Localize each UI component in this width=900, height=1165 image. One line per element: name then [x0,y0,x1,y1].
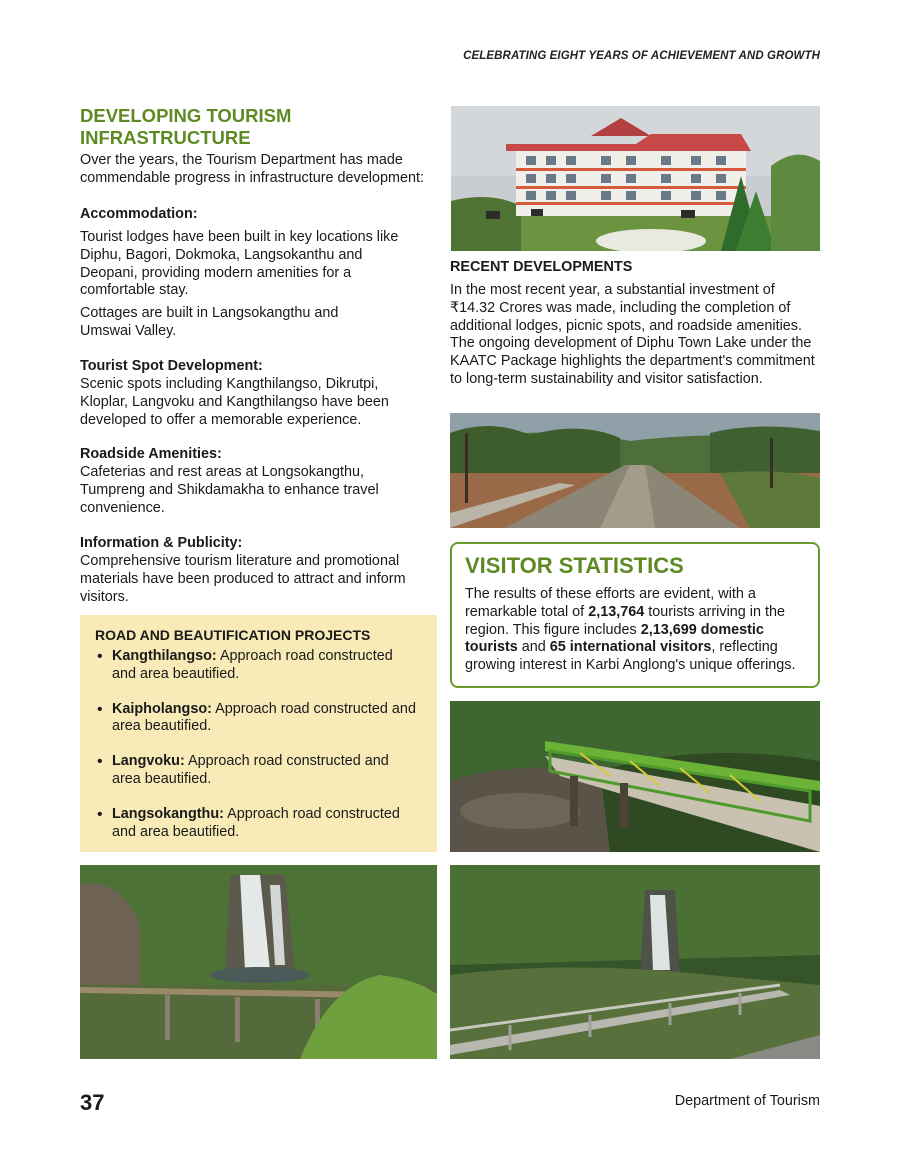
project-name: Kangthilangso: [112,648,217,664]
stats-text-part: and [517,639,550,656]
total-tourists-value: 2,13,764 [588,603,645,620]
stats-text-part: tourists arriving in the region. This figure includes [465,603,785,638]
project-name: Langsokangthu: [112,805,224,822]
list-item [95,701,420,737]
header-tagline: CELEBRATING EIGHT YEARS OF ACHIEVEMENT AND GROWTH [463,50,820,62]
stats-text-part: The results of these efforts are evident, with a remarkable total of [465,586,756,620]
road-projects-list [95,648,420,858]
project-desc: Approach road constructed and area beautified. [112,805,400,840]
project-name: Kaipholangso: [112,700,212,717]
info-text: Comprehensive tourism literature and promotional materials have been produced to attract and inform visitors. [80,553,406,605]
list-item [95,753,420,789]
road-projects-title: ROAD AND BEAUTIFICATION PROJECTS [95,627,371,643]
roadside-text: Cafeterias and rest areas at Longsokangthu, Tumpreng and Shikdamakha to enhance travel convenience. [80,464,379,516]
project-name: Langvoku: [112,753,185,770]
international-visitors-value: 65 international visitors [549,639,712,656]
info-heading: Information & Publicity: [80,535,243,551]
bridge-photo [450,701,820,852]
visitor-statistics-box [450,542,820,688]
list-item [95,648,420,684]
stats-text-part: , reflecting growing interest in Karbi Anglong's unique offerings. [465,639,796,674]
project-desc: Approach road constructed and area beautified. [112,648,393,682]
tourist-lodge-photo [451,106,820,251]
waterfall-photo-left [80,865,437,1059]
accommodation-heading: Accommodation: [80,206,198,222]
road-projects-box [80,615,437,852]
waterfall-photo-right [450,865,820,1059]
roadside-heading: Roadside Amenities: [80,446,222,462]
intro-text: Over the years, the Tourism Department has made commendable progress in infrastructure development: [80,152,424,186]
road-photo [450,413,820,528]
project-desc: Approach road constructed and area beautified. [112,700,416,735]
tourist-spot-text: Scenic spots including Kangthilangso, Dikrutpi, Kloplar, Langvoku and Kangthilangso have been developed to offer a memorable experience. [80,376,389,428]
accommodation-text-2: Cottages are built in Langsokangthu and Umswai Valley. [80,305,339,339]
footer-department: Department of Tourism [674,1093,820,1109]
section-title: DEVELOPING TOURISM INFRASTRUCTURE [80,105,292,148]
recent-developments-heading: RECENT DEVELOPMENTS [450,259,633,275]
project-desc: Approach road constructed and area beautified. [112,753,389,787]
page-number: 37 [80,1090,105,1115]
accommodation-text-1: Tourist lodges have been built in key locations like Diphu, Bagori, Dokmoka, Langsokanthu and Deopani, providing modern amenities for a comfortable stay. [80,229,399,299]
visitor-statistics-title: VISITOR STATISTICS [465,553,684,578]
domestic-tourists-value: 2,13,699 domestic tourists [465,621,764,656]
list-item [95,806,420,842]
tourist-spot-heading: Tourist Spot Development: [80,358,263,374]
visitor-statistics-text [465,586,810,675]
recent-developments-text: In the most recent year, a substantial investment of ₹14.32 Crores was made, including the completion of additional lodges, picnic spots, and roadside amenities. The ongoing development of Diphu Town Lake under the KAATC Package highlights the department's commitment to long-term sustainability and visitor satisfaction. [450,282,815,387]
